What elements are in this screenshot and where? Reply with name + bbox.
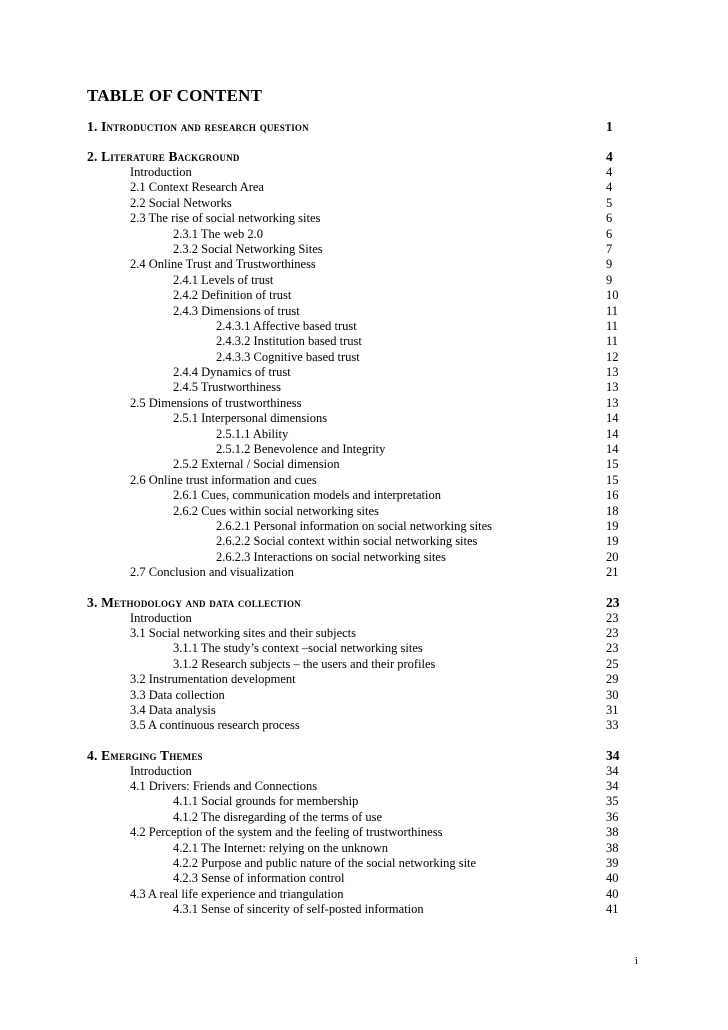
toc-entry-page: 10 [606,288,619,303]
toc-entry-title: 4.2.2 Purpose and public nature of the social networking site [173,856,477,871]
toc-entry[interactable] [87,196,647,211]
toc-entry[interactable] [87,288,647,303]
toc-list [87,119,647,918]
toc-title: TABLE OF CONTENT [87,86,263,105]
page-number: i [635,955,639,967]
toc-entry-page: 34 [606,747,620,763]
toc-entry[interactable] [87,519,647,534]
toc-entry-page: 23 [606,594,620,610]
toc-entry-page: 40 [606,886,619,901]
toc-entry-page: 13 [606,365,619,380]
toc-entry[interactable] [87,442,647,457]
toc-entry[interactable] [87,273,647,288]
toc-entry-page: 23 [606,610,619,625]
toc-entry[interactable] [87,534,647,549]
toc-entry-title: 4.2 Perception of the system and the feeling of trustworthiness [130,825,443,840]
toc-entry[interactable] [87,672,647,687]
toc-entry-title: 2.5.1 Interpersonal dimensions [173,411,328,426]
toc-entry[interactable] [87,718,647,733]
toc-entry-title: 3.4 Data analysis [130,702,216,717]
toc-entry[interactable] [87,779,647,794]
toc-entry-page: 15 [606,457,619,472]
toc-chapter-entry[interactable] [87,748,647,764]
toc-entry-page: 35 [606,794,619,809]
toc-entry-page: 25 [606,656,619,671]
toc-entry-title: 3.1 Social networking sites and their subjects [130,625,357,640]
toc-entry-page: 6 [606,211,613,226]
toc-entry-page: 16 [606,488,619,503]
toc-entry-page: 33 [606,718,619,733]
toc-entry-title: 2.4 Online Trust and Trustworthiness [130,257,316,272]
toc-entry[interactable] [87,550,647,565]
toc-entry-title: 2.4.3 Dimensions of trust [173,303,300,318]
toc-entry[interactable] [87,703,647,718]
toc-entry-page: 6 [606,226,613,241]
toc-section-gap [87,581,647,595]
toc-entry[interactable] [87,825,647,840]
toc-entry-title: 2.4.3.3 Cognitive based trust [216,349,360,364]
toc-entry-page: 21 [606,565,619,580]
toc-entry-title: 2.1 Context Research Area [130,180,264,195]
toc-entry[interactable] [87,794,647,809]
toc-entry-title: 2.5.1.2 Benevolence and Integrity [216,442,386,457]
toc-entry-page: 30 [606,687,619,702]
toc-entry-title: 2.4.5 Trustworthiness [173,380,282,395]
toc-section-gap [87,734,647,748]
toc-entry-page: 31 [606,702,619,717]
toc-entry-title: 2.7 Conclusion and visualization [130,565,294,580]
toc-entry-page: 14 [606,426,619,441]
toc-entry[interactable] [87,319,647,334]
toc-entry-title: Introduction [130,165,192,179]
toc-entry-title: Introduction [130,763,192,778]
toc-entry-title: 2.5.1.1 Ability [216,426,289,441]
toc-entry[interactable] [87,641,647,656]
toc-entry-title: 4.3.1 Sense of sincerity of self-posted information [173,902,424,917]
toc-entry[interactable] [87,350,647,365]
toc-entry[interactable] [87,334,647,349]
toc-entry-title: 2.4.3.2 Institution based trust [216,334,362,349]
toc-entry-title: 4.1 Drivers: Friends and Connections [130,779,318,794]
toc-entry-title: 2.5 Dimensions of trustworthiness [130,395,302,410]
toc-entry[interactable] [87,611,647,626]
toc-entry-title: 4.1.2 The disregarding of the terms of use [173,809,383,824]
toc-entry-title: 2.3 The rise of social networking sites [130,211,321,226]
toc-entry[interactable] [87,504,647,519]
toc-entry-title: 2.6.2.2 Social context within social networking sites [216,534,478,549]
toc-entry-title: 3.1.2 Research subjects – the users and their profiles [173,656,436,671]
toc-entry[interactable] [87,257,647,272]
toc-entry-page: 29 [606,672,619,687]
toc-entry-title: 3.5 A continuous research process [130,718,300,733]
toc-section-gap [87,135,647,149]
toc-entry-title: 2.6.2.3 Interactions on social networking sites [216,549,446,564]
toc-entry-page: 12 [606,349,619,364]
toc-entry-page: 19 [606,518,619,533]
toc-entry[interactable] [87,242,647,257]
toc-entry-title: 4.1.1 Social grounds for membership [173,794,359,809]
toc-entry[interactable] [87,396,647,411]
toc-entry-title: 2.6.2.1 Personal information on social networking sites [216,518,493,533]
toc-entry-title: 3.3 Data collection [130,687,225,702]
toc-entry-page: 1 [606,119,613,134]
toc-entry[interactable] [87,902,647,917]
toc-entry[interactable] [87,488,647,503]
toc-entry-title: 2.6.2 Cues within social networking sites [173,503,379,518]
toc-entry-page: 11 [606,334,619,349]
toc-entry-page: 5 [606,195,613,210]
toc-entry-title: 2.6 Online trust information and cues [130,472,317,487]
toc-entry[interactable] [87,365,647,380]
toc-entry-title: 1. Introduction and research question [87,119,309,134]
toc-entry-page: 19 [606,534,619,549]
toc-entry-page: 4 [606,149,613,164]
toc-entry[interactable] [87,565,647,580]
toc-entry-title: 2.4.2 Definition of trust [173,288,292,303]
toc-entry-page: 4 [606,180,613,195]
toc-entry-page: 18 [606,503,619,518]
toc-entry[interactable] [87,380,647,395]
toc-entry[interactable] [87,165,647,180]
toc-entry-title: 3.1.1 The study’s context –social networking sites [173,641,423,656]
toc-entry-title: 2.4.3.1 Affective based trust [216,318,357,333]
toc-entry[interactable] [87,473,647,488]
toc-entry-title: 2.2 Social Networks [130,195,232,210]
toc-entry[interactable] [87,871,647,886]
toc-entry-page: 41 [606,902,619,917]
toc-entry[interactable] [87,211,647,226]
toc-chapter-entry[interactable] [87,595,647,611]
toc-entry[interactable] [87,427,647,442]
toc-entry-page: 15 [606,472,619,487]
toc-entry-page: 9 [606,257,613,272]
toc-entry[interactable] [87,304,647,319]
toc-entry[interactable] [87,411,647,426]
toc-entry[interactable] [87,457,647,472]
toc-entry-title: 4.3 A real life experience and triangulation [130,886,344,901]
toc-entry[interactable] [87,810,647,825]
toc-entry-page: 39 [606,856,619,871]
toc-entry-page: 7 [606,241,613,256]
toc-entry-page: 13 [606,380,619,395]
toc-entry-title: 2. Literature Background [87,149,240,164]
toc-entry-page: 9 [606,272,613,287]
toc-entry-page: 14 [606,411,619,426]
toc-entry[interactable] [87,764,647,779]
toc-entry-page: 4 [606,165,613,179]
toc-entry-title: 4.2.3 Sense of information control [173,871,345,886]
toc-entry[interactable] [87,688,647,703]
toc-entry-page: 38 [606,825,619,840]
toc-entry-page: 40 [606,871,619,886]
toc-entry[interactable] [87,626,647,641]
toc-entry-page: 23 [606,641,619,656]
toc-chapter-entry[interactable] [87,149,647,165]
toc-entry-page: 23 [606,625,619,640]
toc-entry-title: 2.4.4 Dynamics of trust [173,365,291,380]
toc-entry-page: 34 [606,763,619,778]
toc-entry-page: 14 [606,442,619,457]
toc-entry-page: 20 [606,549,619,564]
toc-entry-page: 11 [606,318,619,333]
toc-entry-title: 3. Methodology and data collection [87,594,301,610]
toc-entry-title: 2.6.1 Cues, communication models and interpretation [173,488,441,503]
toc-entry[interactable] [87,856,647,871]
toc-entry-title: 2.4.1 Levels of trust [173,272,274,287]
toc-entry-title: 4.2.1 The Internet: relying on the unknown [173,840,389,855]
toc-entry-title: 2.3.2 Social Networking Sites [173,241,323,256]
toc-entry-title: 2.5.2 External / Social dimension [173,457,340,472]
toc-entry-title: Introduction [130,610,192,625]
toc-entry[interactable] [87,841,647,856]
toc-entry-page: 36 [606,809,619,824]
toc-entry-page: 13 [606,395,619,410]
toc-entry-page: 11 [606,303,619,318]
toc-entry[interactable] [87,657,647,672]
toc-chapter-entry[interactable] [87,119,647,135]
toc-entry-page: 34 [606,779,619,794]
toc-entry-title: 4. Emerging Themes [87,747,203,763]
toc-entry-title: 2.3.1 The web 2.0 [173,226,264,241]
toc-entry-page: 38 [606,840,619,855]
toc-entry[interactable] [87,227,647,242]
toc-entry[interactable] [87,180,647,195]
toc-entry[interactable] [87,887,647,902]
toc-entry-title: 3.2 Instrumentation development [130,672,296,687]
